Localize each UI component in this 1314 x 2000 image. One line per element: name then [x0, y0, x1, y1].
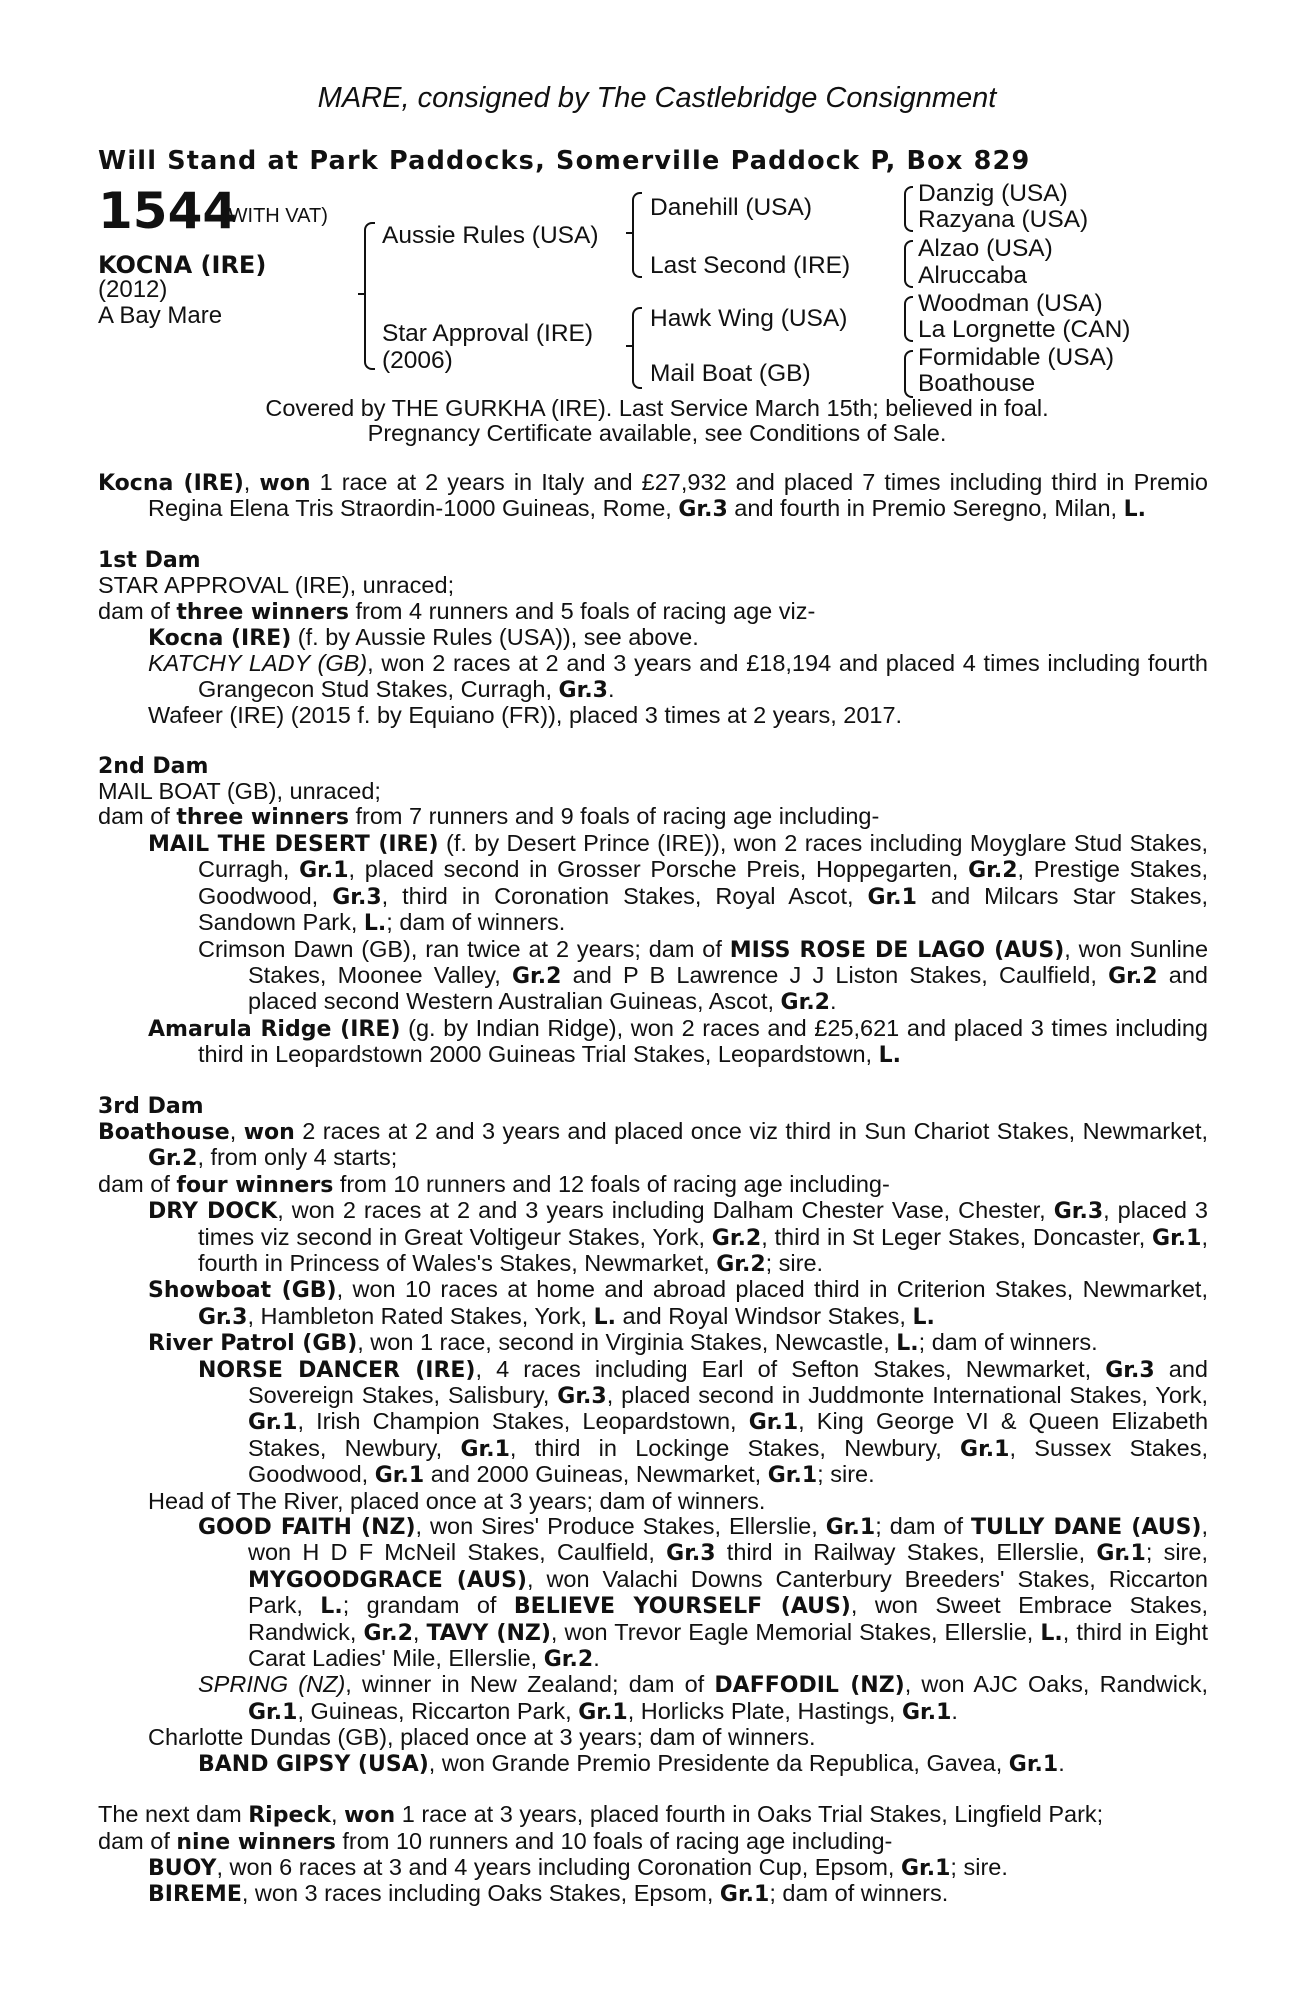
text-span: and 2000 Guineas, Newmarket,: [424, 1461, 768, 1488]
first-dam-produce: [98, 599, 1208, 625]
horse-year: (2012): [98, 276, 168, 303]
kocna-paragraph: Kocna (IRE), won 1 race at 2 years in Italy and £27,932 and placed 7 times including third in Premio Regina Elena Tris Straordin-1000 Guineas, Rome, Gr.3 and fourth in Premio Seregno, Milan, L.: [98, 469, 1209, 523]
grade: Gr.2: [711, 1225, 762, 1251]
grade: Gr.3: [1105, 1357, 1155, 1383]
produce-spring: SPRING (NZ), winner in New Zealand; dam of DAFFODIL (NZ), won AJC Oaks, Randwick, Gr.1, Guineas, Riccarton Park, Gr.1, Horlicks Plate, Hastings, Gr.1.: [198, 1671, 1208, 1725]
text-span: , placed 3 times viz second in Great Voltigeur Stakes, York,: [198, 1197, 1208, 1250]
text-span: , 4 races including Earl of Sefton Stakes, Newmarket,: [475, 1355, 1106, 1382]
spacer: [98, 1777, 1208, 1802]
second-dam-heading: 2nd Dam: [98, 753, 209, 779]
produce-buoy: [98, 1855, 1208, 1881]
produce-good-faith: GOOD FAITH (NZ), won Sires' Produce Stakes, Ellerslie, Gr.1; dam of TULLY DANE (AUS), won H D F McNeil Stakes, Caulfield, Gr.3 third in Railway Stakes, Ellerslie, Gr.1; sire, MYGOODGRACE (AUS), won Valachi Downs Canterbury Breeders' Stakes, Riccarton Park, L.; grandam of BELIEVE YOURSELF (AUS), won Sweet Embrace Stakes, Randwick, Gr.2, TAVY (NZ), won Trevor Eagle Memorial Stakes, Ellerslie, L., third in Eight Carat Ladies' Mile, Ellerslie, Gr.2.: [198, 1513, 1208, 1673]
produce-name: River Patrol (GB): [148, 1331, 358, 1357]
text-span: , third in Lockinge Stakes, Newbury,: [509, 1434, 961, 1461]
pedigree-ssd: Razyana (USA): [918, 206, 1089, 233]
text-span: and P B Lawrence J J Liston Stakes, Caulfield,: [561, 961, 1109, 988]
grade: Gr.1: [901, 1699, 952, 1725]
produce-bireme: [98, 1881, 1208, 1907]
grade: Gr.2: [148, 1146, 198, 1172]
text-span: ; dam of: [875, 1513, 971, 1540]
produce-dry-dock: [98, 1198, 1208, 1277]
text-span: dam of: [98, 1170, 177, 1197]
listed: L.: [1123, 497, 1146, 523]
text-span: ; sire.: [950, 1853, 1008, 1880]
pedigree-bracket-sire-tick: [626, 232, 634, 234]
produce-name: KATCHY LADY (GB): [148, 650, 368, 677]
text-span: ; sire.: [817, 1461, 875, 1488]
produce-name: GOOD FAITH (NZ): [198, 1515, 416, 1541]
text-span: and placed second Western Australian Guineas, Ascot,: [248, 961, 1208, 1015]
produce-charlotte-dundas: Charlotte Dundas (GB), placed once at 3 years; dam of winners.: [148, 1724, 816, 1751]
lot-number: 1544: [98, 182, 238, 240]
listed: L.: [896, 1331, 919, 1357]
text-span: , Prestige Stakes, Goodwood,: [198, 856, 1208, 909]
text-span: , won Valachi Downs Canterbury Breeders' Stakes, Riccarton Park,: [248, 1565, 1208, 1619]
pedigree-sds: Alzao (USA): [918, 235, 1053, 262]
text-span: , won 10 races at home and abroad placed third in Criterion Stakes, Newmarket,: [336, 1276, 1208, 1303]
winners-count: nine winners: [176, 1829, 336, 1855]
text-span: , won 6 races at 3 and 4 years including Coronation Cup, Epsom,: [216, 1853, 901, 1880]
grade: Gr.3: [666, 1541, 716, 1567]
text-span: , fourth in Princess of Wales's Stakes, Newmarket,: [198, 1223, 1208, 1276]
text-span: ; grandam of: [342, 1592, 514, 1619]
covered-note: [0, 396, 1314, 446]
pedigree-dam-sire: Hawk Wing (USA): [650, 305, 848, 332]
produce-name: MISS ROSE DE LAGO (AUS): [729, 937, 1065, 963]
text-span: (g. by Indian Ridge), won 2 races and £25,621 and placed 3 times including third in Leopardstown 2000 Guineas Trial Stakes, Leopardstown,: [198, 1014, 1208, 1068]
text-span: , from only 4 starts;: [197, 1144, 398, 1171]
text-span: , winner in New Zealand; dam of: [345, 1671, 715, 1698]
second-dam-produce: [98, 804, 1208, 830]
grade: Gr.1: [900, 1855, 951, 1881]
text-span: , won Sires' Produce Stakes, Ellerslie,: [415, 1513, 826, 1540]
text-span: , Guineas, Riccarton Park,: [297, 1697, 579, 1724]
pedigree-ddd: Boathouse: [918, 370, 1036, 397]
grade: Gr.2: [968, 858, 1018, 884]
kocna-text-a: 1 race at 2 years in Italy and £27,932 and placed 7 times including third in Premio Regina Elena Tris Straordin-1000 Guineas, Rome,: [148, 469, 1209, 522]
produce-name: TULLY DANE (AUS): [970, 1515, 1202, 1541]
covered-line-1: Covered by THE GURKHA (IRE). Last Service March 15th; believed in foal.: [265, 395, 1049, 421]
text-span: 1 race at 3 years, placed fourth in Oaks Trial Stakes, Lingfield Park;: [395, 1801, 1104, 1828]
text-span: dam of: [98, 803, 177, 830]
grade: Gr.2: [363, 1620, 413, 1646]
dam-name: Ripeck: [248, 1803, 332, 1829]
text-span: from 7 runners and 9 foals of racing age including-: [348, 803, 880, 830]
produce-name: BIREME: [148, 1882, 242, 1908]
pedigree-bracket-main: [364, 222, 375, 370]
text-span: , won 1 race, second in Virginia Stakes, Newcastle,: [357, 1329, 897, 1356]
page-heading: MARE, consigned by The Castlebridge Consignment: [317, 82, 997, 114]
pedigree-bracket-main-tick: [358, 293, 366, 295]
produce-name: BELIEVE YOURSELF (AUS): [513, 1594, 851, 1620]
pedigree-dam-dam: Mail Boat (GB): [650, 360, 811, 387]
text-span: ; sire,: [1145, 1539, 1208, 1566]
produce-band-gipsy: BAND GIPSY (USA), won Grande Premio Presidente da Republica, Gavea, Gr.1.: [198, 1749, 1065, 1777]
third-dam-heading: 3rd Dam: [98, 1093, 204, 1119]
produce-name: NORSE DANCER (IRE): [198, 1357, 476, 1383]
produce-head-of-the-river: Head of The River, placed once at 3 years; dam of winners.: [148, 1487, 766, 1514]
pedigree-bracket-dam-tick: [626, 345, 634, 347]
grade: Gr.1: [825, 1515, 876, 1541]
pedigree-bracket-ds: [904, 296, 913, 342]
produce-name: Kocna (IRE): [148, 626, 292, 652]
text-span: (f. by Desert Prince (IRE)), won 2 races including Moyglare Stud Stakes, Curragh,: [198, 829, 1209, 883]
grade: Gr.2: [716, 1251, 766, 1277]
text-span: dam of: [98, 1827, 177, 1854]
produce-showboat: [98, 1277, 1208, 1330]
covered-line-2: Pregnancy Certificate available, see Conditions of Sale.: [367, 420, 947, 446]
text-span: and Milcars Star Stakes, Sandown Park,: [198, 882, 1208, 936]
produce-mail-the-desert: [98, 831, 1208, 937]
grade: Gr.1: [748, 1410, 799, 1436]
grade: Gr.1: [1096, 1541, 1146, 1567]
text-span: from 10 runners and 12 foals of racing age including-: [333, 1170, 890, 1197]
grade: Gr.2: [511, 963, 562, 989]
text-span: , Hambleton Rated Stakes, York,: [247, 1302, 594, 1329]
winners-count: three winners: [176, 599, 349, 625]
text-span: , Irish Champion Stakes, Leopardstown,: [297, 1408, 749, 1435]
produce-name: BUOY: [148, 1855, 217, 1881]
text-span: (f. by Aussie Rules (USA)), see above.: [291, 624, 699, 651]
produce-crimson-dawn: Crimson Dawn (GB), ran twice at 2 years; dam of MISS ROSE DE LAGO (AUS), won Sunline Stakes, Moonee Valley, Gr.2 and P B Lawrence J J Liston Stakes, Caulfield, Gr.2 and placed second Western Australian Guineas, Ascot, Gr.2.: [198, 935, 1209, 1016]
grade: Gr.2: [543, 1647, 594, 1673]
produce-name: DRY DOCK: [148, 1199, 278, 1225]
produce-name: TAVY (NZ): [426, 1620, 551, 1646]
grade: Gr.2: [780, 990, 830, 1016]
second-dam-line: MAIL BOAT (GB), unraced;: [98, 778, 381, 805]
pedigree-sdd: Alruccaba: [918, 262, 1027, 289]
next-dam-produce: [98, 1829, 1208, 1855]
produce-wafeer: Wafeer (IRE) (2015 f. by Equiano (FR)), placed 3 times at 2 years, 2017.: [148, 702, 903, 729]
text-span: , won AJC Oaks, Randwick,: [904, 1671, 1208, 1698]
text-span: , won Sweet Embrace Stakes, Randwick,: [248, 1592, 1208, 1645]
pedigree-bracket-dd: [904, 350, 913, 398]
won-label: won: [259, 471, 311, 496]
grade: Gr.3: [678, 497, 728, 523]
pedigree-dam: Star Approval (IRE): [382, 320, 594, 347]
text-span: , King George VI & Queen Elizabeth Stakes, Newbury,: [248, 1408, 1209, 1461]
grade: Gr.1: [719, 1882, 770, 1908]
text-span: third in Railway Stakes, Ellerslie,: [715, 1539, 1097, 1566]
produce-katchy-lady: KATCHY LADY (GB), won 2 races at 2 and 3 years and £18,194 and placed 4 times including fourth Grangecon Stud Stakes, Curragh, Gr.3.: [148, 650, 1209, 703]
grade: Gr.3: [558, 677, 608, 703]
listed: L.: [1040, 1620, 1063, 1646]
grade: Gr.1: [374, 1463, 425, 1489]
text-span: , third in St Leger Stakes, Doncaster,: [761, 1223, 1153, 1250]
pedigree-sire: Aussie Rules (USA): [382, 222, 599, 249]
pedigree-sire-sire: Danehill (USA): [650, 194, 813, 221]
produce-kocna: [98, 625, 1208, 651]
first-dam-heading: 1st Dam: [98, 547, 201, 573]
kocna-text-b: and fourth in Premio Seregno, Milan,: [727, 495, 1124, 522]
text-span: dam of: [98, 597, 177, 624]
text-span: and Royal Windsor Stakes,: [616, 1302, 913, 1329]
text-span: , Sussex Stakes, Goodwood,: [248, 1434, 1208, 1488]
produce-name: BAND GIPSY (USA): [198, 1751, 429, 1777]
text-span: ,: [412, 1618, 427, 1645]
grade: Gr.3: [332, 884, 382, 910]
grade: Gr.1: [1152, 1225, 1202, 1251]
won-label: won: [243, 1119, 295, 1145]
text-span: , won Sunline Stakes, Moonee Valley,: [248, 935, 1209, 988]
produce-name: Amarula Ridge (IRE): [148, 1016, 401, 1042]
text-span: , Horlicks Plate, Hastings,: [627, 1697, 902, 1724]
grade: Gr.1: [867, 884, 917, 910]
text-span: from 4 runners and 5 foals of racing age viz-: [348, 597, 816, 624]
text-span: , won H D F McNeil Stakes, Caulfield,: [248, 1513, 1208, 1566]
produce-name: Showboat (GB): [148, 1278, 337, 1304]
grade: Gr.1: [578, 1699, 628, 1725]
text-span: , won Grande Premio Presidente da Republica, Gavea,: [428, 1749, 1009, 1776]
pedigree-bracket-ss: [904, 186, 913, 232]
grade: Gr.1: [248, 1410, 298, 1436]
pedigree-bracket-dam: [632, 307, 642, 389]
grade: Gr.1: [960, 1436, 1010, 1462]
pedigree-dsd: La Lorgnette (CAN): [918, 316, 1131, 343]
produce-name: MAIL THE DESERT (IRE): [148, 831, 439, 857]
kocna-name: Kocna (IRE): [98, 471, 244, 496]
grade: Gr.3: [557, 1384, 607, 1409]
third-dam-produce: [98, 1172, 1208, 1198]
grade: Gr.1: [460, 1436, 510, 1462]
pedigree-dds: Formidable (USA): [918, 344, 1115, 371]
horse-name: KOCNA (IRE): [98, 251, 267, 279]
next-dam-line: The next dam Ripeck, won 1 race at 3 years, placed fourth in Oaks Trial Stakes, Lingfield Park;: [98, 1801, 1104, 1829]
pedigree-bracket-sd: [904, 240, 913, 288]
text-span: ; sire.: [765, 1249, 824, 1276]
won-label: won: [344, 1803, 396, 1829]
grade: Gr.1: [248, 1699, 298, 1725]
produce-name: DAFFODIL (NZ): [714, 1673, 905, 1699]
pedigree-sire-dam: Last Second (IRE): [650, 252, 851, 279]
text-span: 2 races at 2 and 3 years and placed once viz third in Sun Chariot Stakes, Newmarket,: [294, 1117, 1209, 1144]
grade: Gr.1: [299, 858, 349, 884]
pedigree-bracket-sire: [632, 192, 642, 278]
grade: Gr.2: [1108, 963, 1158, 989]
listed: L.: [912, 1304, 935, 1330]
produce-norse-dancer: [98, 1357, 1208, 1489]
text-span: , placed second in Grosser Porsche Preis, Hoppegarten,: [348, 856, 969, 883]
horse-description: A Bay Mare: [98, 302, 223, 329]
text-span: The next dam: [98, 1801, 249, 1828]
winners-count: three winners: [176, 805, 349, 831]
grade: Gr.1: [767, 1463, 818, 1489]
listed: L.: [593, 1304, 616, 1330]
text-span: , won Trevor Eagle Memorial Stakes, Ellerslie,: [550, 1618, 1041, 1645]
pedigree-notes: [98, 470, 1208, 1908]
text-span: Crimson Dawn (GB), ran twice at 2 years; dam of: [198, 935, 730, 962]
listed: L.: [320, 1594, 343, 1620]
text-span: ; dam of winners.: [769, 1880, 949, 1907]
listed: L.: [878, 1043, 901, 1069]
winners-count: four winners: [176, 1172, 334, 1198]
text-span: ; dam of winners.: [386, 909, 566, 936]
grade: Gr.1: [1008, 1751, 1059, 1777]
first-dam-line: STAR APPROVAL (IRE), unraced;: [98, 572, 455, 599]
text-span: , third in Coronation Stakes, Royal Ascot,: [381, 882, 868, 909]
listed: L.: [363, 911, 387, 937]
text-span: from 10 runners and 10 foals of racing age including-: [335, 1827, 893, 1854]
grade: Gr.3: [198, 1304, 248, 1330]
grade: Gr.3: [1053, 1199, 1104, 1225]
pedigree-dam-year: (2006): [382, 347, 453, 374]
vat-note: (WITH VAT): [222, 205, 328, 227]
produce-river-patrol: [98, 1330, 1208, 1356]
pedigree-dss: Woodman (USA): [918, 290, 1103, 317]
text-span: , won 2 races at 2 and 3 years including Dalham Chester Vase, Chester,: [277, 1197, 1054, 1224]
stabling-location: Will Stand at Park Paddocks, Somerville Paddock P, Box 829: [98, 146, 1031, 176]
text-span: , won 3 races including Oaks Stakes, Epsom,: [241, 1880, 720, 1907]
text-span: ; dam of winners.: [918, 1329, 1098, 1356]
dam-name: Boathouse: [98, 1119, 230, 1145]
produce-amarula-ridge: [98, 1016, 1208, 1069]
text-span: , placed second in Juddmonte International Stakes, York,: [606, 1382, 1208, 1408]
text-span: , won 2 races at 2 and 3 years and £18,194 and placed 4 times including fourth Grangecon Stud Stakes, Curragh,: [198, 650, 1209, 702]
text-span: and Sovereign Stakes, Salisbury,: [248, 1355, 1208, 1408]
text-span: , third in Eight Carat Ladies' Mile, Ellerslie,: [248, 1618, 1208, 1672]
produce-name: MYGOODGRACE (AUS): [248, 1567, 527, 1593]
pedigree-sss: Danzig (USA): [918, 180, 1068, 207]
third-dam-line: Boathouse, won 2 races at 2 and 3 years and placed once viz third in Sun Chariot Stakes, Newmarket, Gr.2, from only 4 starts;: [98, 1117, 1209, 1172]
produce-name: SPRING (NZ): [198, 1671, 346, 1698]
